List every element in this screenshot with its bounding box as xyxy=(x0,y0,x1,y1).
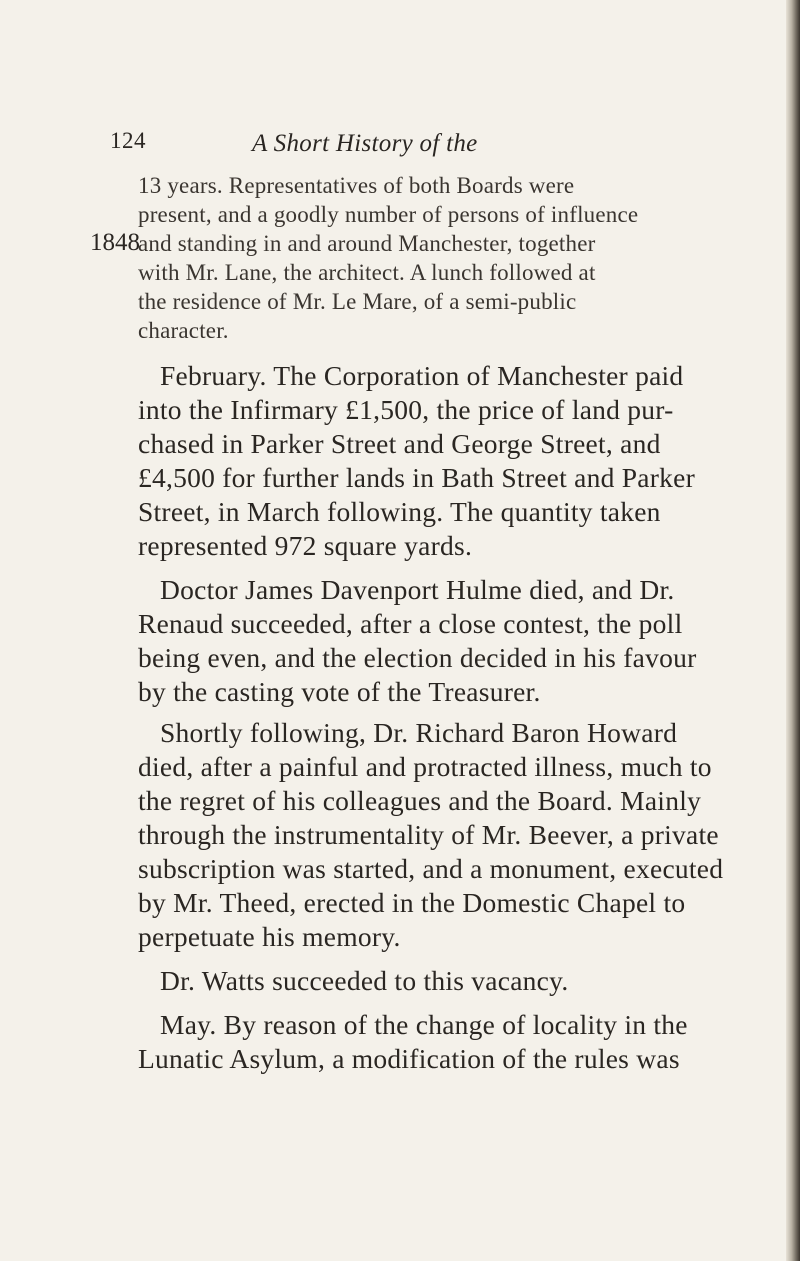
text-line: 13 years. Representatives of both Boards were xyxy=(138,173,575,198)
text-line: Street, in March following. The quantity taken xyxy=(138,496,661,527)
text-line: with Mr. Lane, the architect. A lunch followed at xyxy=(138,260,596,285)
text-line: by the casting vote of the Treasurer. xyxy=(138,676,541,707)
page-edge-shadow xyxy=(786,0,800,1261)
text-line: died, after a painful and protracted illness, much to xyxy=(138,751,712,782)
text-line: perpetuate his memory. xyxy=(138,921,401,952)
text-line: Renaud succeeded, after a close contest, the poll xyxy=(138,608,683,639)
text-line: the residence of Mr. Le Mare, of a semi-public xyxy=(138,289,577,314)
text-line: being even, and the election decided in his favour xyxy=(138,642,697,673)
text-line: into the Infirmary £1,500, the price of land pur- xyxy=(138,394,674,425)
text-line: subscription was started, and a monument, executed xyxy=(138,853,724,884)
text-line: by Mr. Theed, erected in the Domestic Chapel to xyxy=(138,887,686,918)
text-line: character. xyxy=(138,318,229,343)
text-line: the regret of his colleagues and the Board. Mainly xyxy=(138,785,702,816)
page-number: 124 xyxy=(110,128,146,153)
text-line: £4,500 for further lands in Bath Street and Parker xyxy=(138,462,696,493)
text-line: through the instrumentality of Mr. Beever, a private xyxy=(138,819,719,850)
text-line: Lunatic Asylum, a modification of the rules was xyxy=(138,1043,680,1074)
text-line: February. The Corporation of Manchester paid xyxy=(160,360,684,391)
text-line: Doctor James Davenport Hulme died, and Dr. xyxy=(160,574,675,605)
text-line: Dr. Watts succeeded to this vacancy. xyxy=(160,965,569,996)
text-line: present, and a goodly number of persons of influence xyxy=(138,202,639,227)
margin-year: 1848 xyxy=(90,229,140,256)
running-title: A Short History of the xyxy=(252,130,478,157)
text-line: chased in Parker Street and George Street, and xyxy=(138,428,661,459)
text-line: May. By reason of the change of locality in the xyxy=(160,1009,688,1040)
text-line: Shortly following, Dr. Richard Baron Howard xyxy=(160,717,678,748)
text-line: represented 972 square yards. xyxy=(138,530,473,561)
page-header xyxy=(0,128,800,168)
text-line: and standing in and around Manchester, together xyxy=(138,231,596,256)
